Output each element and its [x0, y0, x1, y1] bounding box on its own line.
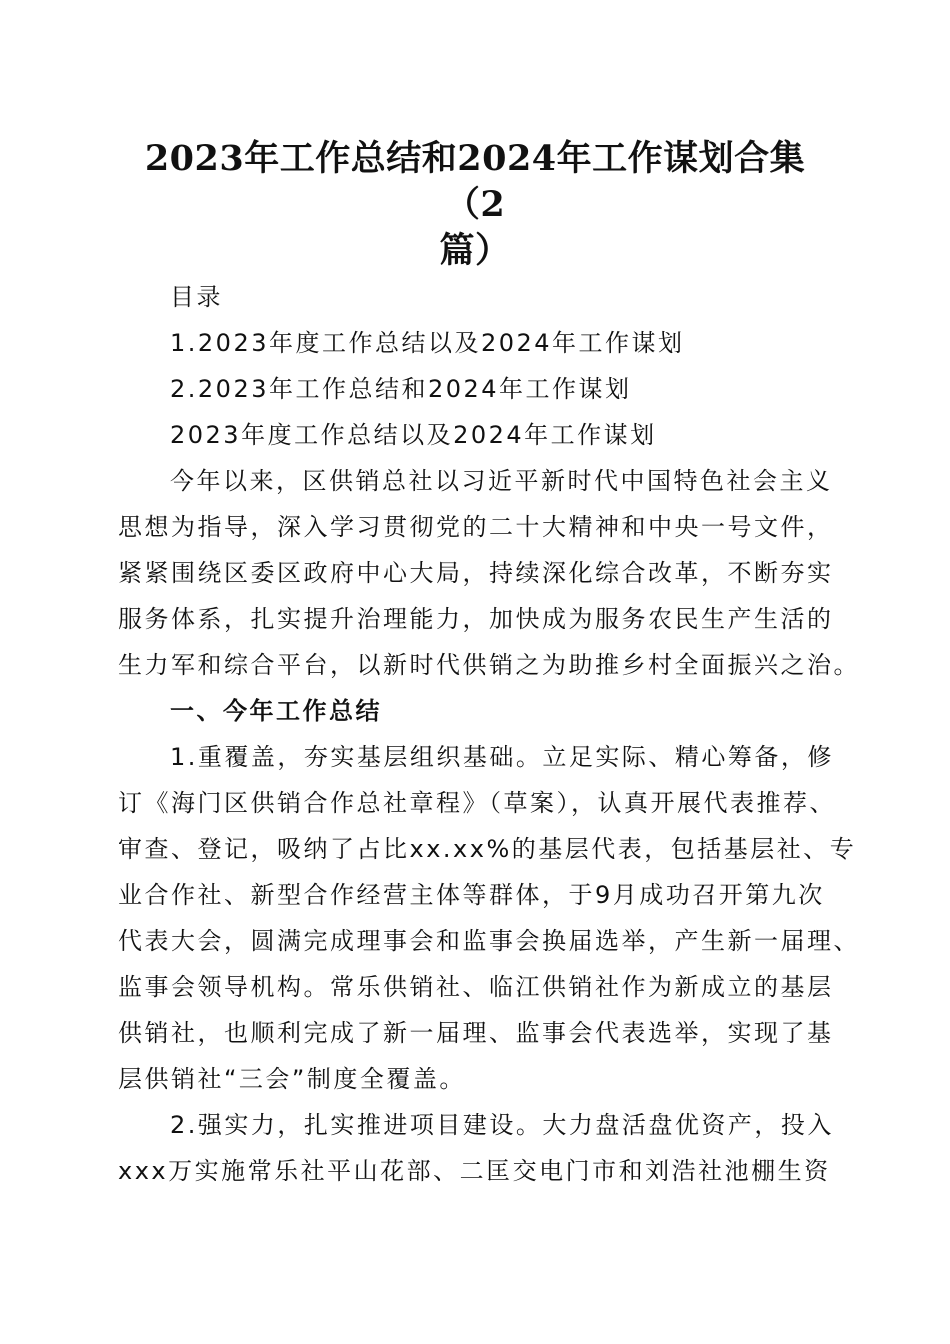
para1-line-7: 供销社，也顺利完成了新一届理、监事会代表选举，实现了基 [118, 1019, 834, 1047]
intro-line-4: 服务体系，扎实提升治理能力，加快成为服务农民生产生活的 [118, 605, 834, 633]
intro-line-2: 思想为指导，深入学习贯彻党的二十大精神和中央一号文件， [118, 513, 834, 541]
intro-line-5: 生力军和综合平台，以新时代供销之为助推乡村全面振兴之治。 [118, 651, 860, 679]
heading-1: 一、今年工作总结 [170, 697, 382, 725]
toc-label: 目录 [170, 283, 223, 311]
toc-item-1: 1.2023年度工作总结以及2024年工作谋划 [170, 329, 685, 357]
title-line-1: 2023年工作总结和2024年工作谋划合集（2 [144, 138, 806, 225]
document-title [118, 136, 832, 274]
para1-line-6: 监事会领导机构。常乐供销社、临江供销社作为新成立的基层 [118, 973, 834, 1001]
toc-item-2: 2.2023年工作总结和2024年工作谋划 [170, 375, 632, 403]
para1-line-5: 代表大会，圆满完成理事会和监事会换届选举，产生新一届理、 [118, 927, 860, 955]
section-title: 2023年度工作总结以及2024年工作谋划 [170, 421, 657, 449]
intro-line-1: 今年以来，区供销总社以习近平新时代中国特色社会主义 [170, 467, 833, 495]
para1-line-1: 1.重覆盖，夯实基层组织基础。立足实际、精心筹备，修 [170, 743, 834, 771]
intro-line-3: 紧紧围绕区委区政府中心大局，持续深化综合改革，不断夯实 [118, 559, 834, 587]
para2-line-1: 2.强实力，扎实推进项目建设。大力盘活盘优资产，投入 [170, 1111, 834, 1139]
document-body [118, 274, 860, 1194]
title-line-2: 篇） [439, 230, 511, 271]
para1-line-3: 审查、登记，吸纳了占比xx.xx%的基层代表，包括基层社、专 [118, 835, 857, 863]
para1-line-4: 业合作社、新型合作经营主体等群体，于9月成功召开第九次 [118, 881, 825, 909]
para1-line-2: 订《海门区供销合作总社章程》（草案），认真开展代表推荐、 [118, 789, 836, 817]
para1-line-8: 层供销社“三会”制度全覆盖。 [118, 1065, 466, 1093]
para2-line-2: xxx万实施常乐社平山花部、二匡交电门市和刘浩社池棚生资 [118, 1157, 831, 1185]
